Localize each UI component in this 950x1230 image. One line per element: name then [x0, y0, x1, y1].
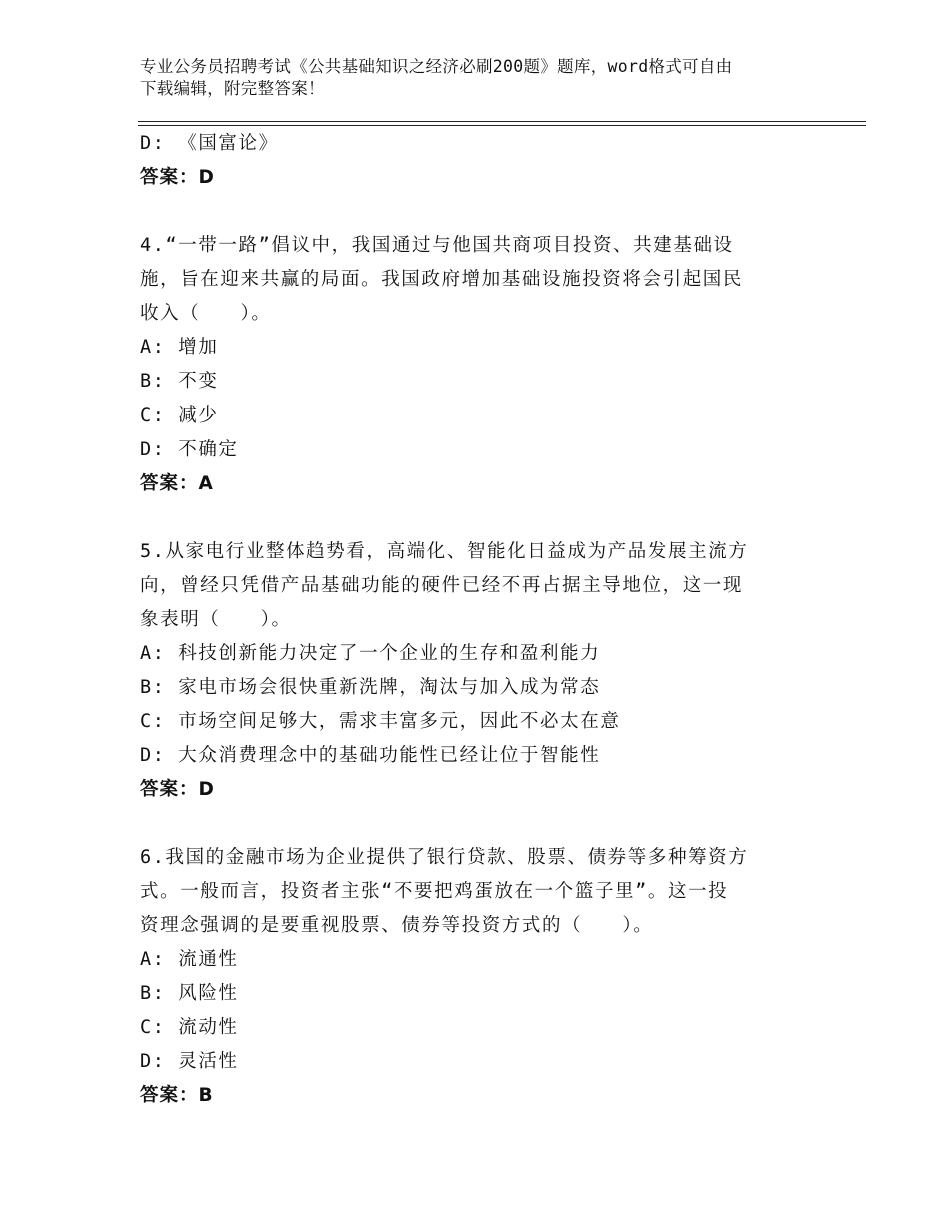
q4-option-d: D: 不确定: [140, 439, 239, 460]
q5-stem-line: 5.从家电行业整体趋势看，高端化、智能化日益成为产品发展主流方: [140, 541, 749, 562]
spacer: [140, 195, 800, 229]
q3-option-d: D: 《国富论》: [140, 133, 279, 154]
q6-option-b: B: 风险性: [140, 983, 239, 1004]
q5-stem-line: 向，曾经只凭借产品基础功能的硬件已经不再占据主导地位，这一现: [140, 575, 744, 596]
q4-answer: 答案：A: [140, 473, 214, 494]
q5-option-b: B: 家电市场会很快重新洗牌，淘汰与加入成为常态: [140, 677, 601, 698]
spacer: [140, 501, 800, 535]
q3-answer: 答案：D: [140, 167, 215, 188]
q6-stem-line: 资理念强调的是要重视股票、债券等投资方式的（ ）。: [140, 915, 654, 936]
q6-stem-line: 式。一般而言，投资者主张“不要把鸡蛋放在一个篮子里”。这一投: [140, 881, 729, 902]
q5-option-c: C: 市场空间足够大，需求丰富多元，因此不必太在意: [140, 711, 621, 732]
q5-option-a: A: 科技创新能力决定了一个企业的生存和盈利能力: [140, 643, 601, 664]
q5-option-d: D: 大众消费理念中的基础功能性已经让位于智能性: [140, 745, 601, 766]
q4-option-c: C: 减少: [140, 405, 219, 426]
q4-stem-line: 4.“一带一路”倡议中，我国通过与他国共商项目投资、共建基础设: [140, 235, 734, 256]
q4-stem: [140, 229, 800, 331]
q6-option-d: D: 灵活性: [140, 1051, 239, 1072]
q4-option-b: B: 不变: [140, 371, 219, 392]
question-content: [140, 127, 800, 1113]
q6-option-a: A: 流通性: [140, 949, 239, 970]
q6-stem-line: 6.我国的金融市场为企业提供了银行贷款、股票、债券等多种筹资方: [140, 847, 749, 868]
q6-stem: [140, 841, 800, 943]
header-rule-top: [138, 121, 866, 122]
q4-stem-line: 收入（ ）。: [140, 303, 272, 324]
header-line-2: 下载编辑，附完整答案！: [140, 79, 325, 98]
header-rule-bottom: [138, 125, 866, 126]
spacer: [140, 807, 800, 841]
header-line-1: 专业公务员招聘考试《公共基础知识之经济必刷200题》题库，word格式可自由: [140, 57, 733, 76]
q6-option-c: C: 流动性: [140, 1017, 239, 1038]
q4-option-a: A: 增加: [140, 337, 219, 358]
q5-answer: 答案：D: [140, 779, 215, 800]
q6-answer: 答案：B: [140, 1085, 214, 1106]
question-3-tail: [140, 127, 800, 195]
q4-stem-line: 施，旨在迎来共赢的局面。我国政府增加基础设施投资将会引起国民: [140, 269, 744, 290]
q5-stem: [140, 535, 800, 637]
q5-stem-line: 象表明（ ）。: [140, 609, 292, 630]
question-5: [140, 535, 800, 807]
question-4: [140, 229, 800, 501]
page-header: [140, 56, 800, 100]
question-6: [140, 841, 800, 1113]
